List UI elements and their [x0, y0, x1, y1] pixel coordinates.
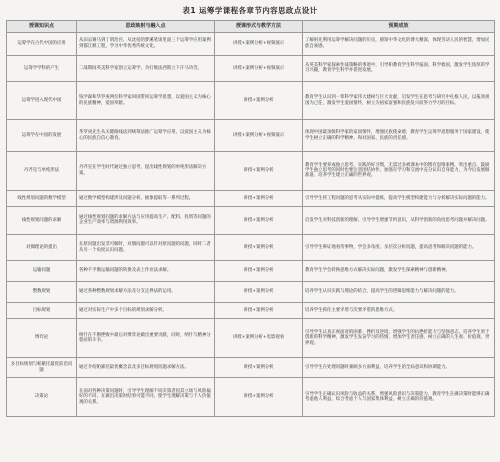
cell-method: 讲授+案例分析 [215, 207, 303, 235]
cell-effect: 启发学生对科技创新的理解，引导学生增强节约意识，从科学创新的角度思考问题并解决问题。 [303, 207, 495, 235]
table-row [7, 234, 495, 261]
cell-ideology: 纳什在不断挫败中最后对博弈论做出重要贡献，同时，纳什与精神分裂症的斗争。 [77, 319, 215, 358]
table-row [7, 190, 495, 207]
cell-method: 讲授+案例分析 [215, 234, 303, 261]
cell-effect: 从英美科学家探索作战策略的事迹中，引导和教育学生科学报国、科学救国，激发学生浓厚的学习兴趣，教育学生科学并促进发展。 [303, 56, 495, 82]
cell-ideology: 通过各种整数规划求解方法及分支定界法的运用。 [77, 281, 215, 302]
cell-effect: 引导学生辩证地看待事物，学会多角度、多层次分析问题，提高思考和解决问题的能力。 [303, 234, 495, 261]
cell-effect: 教育学生学会转换思维方式解决实际问题，激发学生探索精神与创新精神。 [303, 261, 495, 282]
cell-effect: 培养学生认识实践与理论的结合，提高学生的逻辑思维能力与解决问题的能力。 [303, 281, 495, 302]
cell-method: 讲授+案例分析 [215, 190, 303, 207]
cell-topic: 线性规划问题的数学模型 [7, 190, 77, 207]
cell-ideology: 在面对各种决策问题时，引导学生理解不同决策者因其立场与风险偏好的不同，在做出决策时结果可能不同，使学生理解决策与个人价值观的关系。 [77, 378, 215, 417]
table-row [7, 56, 495, 82]
cell-ideology: 通过线性规划问题的求解方法与应用提高生产、配料、投资等问题的企业生产效率与资源利用效率。 [77, 207, 215, 235]
table-row [7, 319, 495, 358]
table-row [7, 302, 495, 319]
cell-topic: 决策论 [7, 378, 77, 417]
header-method: 授课形式与教学方法 [215, 21, 303, 33]
cell-topic: 运输问题 [7, 261, 77, 282]
course-ideology-table [6, 20, 495, 417]
cell-topic: 整数规划 [7, 281, 77, 302]
cell-topic: 运筹学进入现代中国 [7, 81, 77, 120]
cell-effect: 引导学生认真正视面对的困难、挫折及逆境，增强学生的抗挫折能力与坚强意志，培养学生勇于创新的科学精神，激发学生发奋学习的热情，增加学生责任感，树立正确的人生观、价值观、世界观。 [303, 319, 495, 358]
cell-ideology: 在原问题出发非可解时，对偶问题可以针对原问题的问题，同时二者从另一个角度认识问题。 [77, 234, 215, 261]
cell-topic: 线性规划问题的求解 [7, 207, 77, 235]
header-effect: 预期成效 [303, 21, 495, 33]
cell-method: 讲授+案例分析 [215, 151, 303, 190]
cell-ideology: 通过对实际生产中多个目标的规划求解分析。 [77, 302, 215, 319]
cell-method: 讲授+案例分析 [215, 378, 303, 417]
table-title: 表1 运筹学课程各章节内容思政点设计 [182, 6, 318, 15]
cell-effect: 了解祖先利用运筹学解决问题的历史，感知中华文化的博大精深，体现劳动人民的智慧，增加民族自豪感。 [303, 32, 495, 56]
table-row [7, 357, 495, 378]
cell-ideology: 丹齐克在学生时代通过独立思考，提出线性规划的单纯形法解决方案。 [77, 151, 215, 190]
cell-method: 讲授+案例分析+视频演示 [215, 32, 303, 56]
cell-ideology: 华罗庚先生从关键路线法到统筹法推广运筹学应用，以爱国主义为核心的民族自信心教育。 [77, 120, 215, 152]
cell-effect: 教育学生认识到一辈科学家伟大建树与巨大贡献，启发学生在思考与研究中扎根人民，以报效祖国为己任，激发学生爱国情怀，树立为国家富强和民族复兴而努力学习的目标。 [303, 81, 495, 120]
cell-effect: 引导学生在处理问题时兼顾多方面利益，培养学生的全局意识和协调能力。 [303, 357, 495, 378]
cell-ideology: 通过数学模型构建涉及问题分析、抽象提取等一系列过程。 [77, 190, 215, 207]
table-header-row [7, 21, 495, 33]
table-row [7, 207, 495, 235]
cell-effect: 体现中国最顶级科学家的家国情怀，增强民族使命感，教育学生运筹学思想服务于国家建设，使学生树立正确的科学精神，和对国家、民族的责任感。 [303, 120, 495, 152]
cell-effect: 教育学生要养成独立思考、实践的好习惯，无需过多被课本中的惯有思维束缚，突出重点，鼓励学生独立思考的同时也要注意团结协作，加强在学习和交流中充分认识自身能力，为今后发展做准备，培养学生建立正确的世界观。 [303, 151, 495, 190]
table-row [7, 261, 495, 282]
cell-method: 讲授+案例分析+视频演示 [215, 120, 303, 152]
cell-topic: 运筹学在中国的发展 [7, 120, 77, 152]
cell-ideology: 二战期间英美科学家创立运筹学，为打败法西斯立下汗马功劳。 [77, 56, 215, 82]
cell-topic: 多目标规划与帕累托最优前沿问题 [7, 357, 77, 378]
cell-topic: 运筹学在古代中国的应用 [7, 32, 77, 56]
table-row [7, 281, 495, 302]
cell-ideology: 通过介绍帕累托最优概念以及多目标规划问题求解方法。 [77, 357, 215, 378]
cell-ideology: 各种不平衡运输问题的转换及表上作业法求解。 [77, 261, 215, 282]
table-row [7, 378, 495, 417]
cell-effect: 引导学生正确认识风险与收益的关系，增强风险意识与决策能力，教育学生在做决策时能够正确考虑他人利益，综合考虑个人与国家集体利益，树立正确的价值观。 [303, 378, 495, 417]
cell-topic: 目标规划 [7, 302, 77, 319]
cell-topic: 博弈论 [7, 319, 77, 358]
cell-effect: 培养学生抓住主要矛盾与次要矛盾的思维方式。 [303, 302, 495, 319]
table-row [7, 120, 495, 152]
cell-topic: 运筹学学科的产生 [7, 56, 77, 82]
header-topic: 授课知识点 [7, 21, 77, 33]
cell-method: 讲授+案例分析 [215, 81, 303, 120]
cell-method: 讲授+案例分析 [215, 357, 303, 378]
cell-ideology: 钱学森和华罗庚两位科学家回国带回运筹学思想，以爱国主义为核心的民族精神，爱国奉献。 [77, 81, 215, 120]
cell-ideology: 从田忌赛马到丁谓治宫、从沈括的梦溪笔谈里面三个运筹学应用案例到都江堰工程，学习中华优秀传统文化。 [77, 32, 215, 56]
cell-method: 讲授+案例分析 [215, 281, 303, 302]
cell-topic: 对偶理论的提出 [7, 234, 77, 261]
cell-topic: 丹齐克与单纯形法 [7, 151, 77, 190]
cell-method: 讲授+案例分析+视频演示 [215, 56, 303, 82]
cell-method: 讲授+案例分析+电影观看 [215, 319, 303, 358]
cell-effect: 引导学生将工程问题的思考从实际中提炼，提高学生模型构建能力与分析解决实际问题的能力。 [303, 190, 495, 207]
cell-method: 讲授+案例分析 [215, 302, 303, 319]
table-row [7, 151, 495, 190]
header-ideology: 思政映射与融入点 [77, 21, 215, 33]
table-row [7, 81, 495, 120]
cell-method: 讲授+案例分析 [215, 261, 303, 282]
table-row [7, 32, 495, 56]
